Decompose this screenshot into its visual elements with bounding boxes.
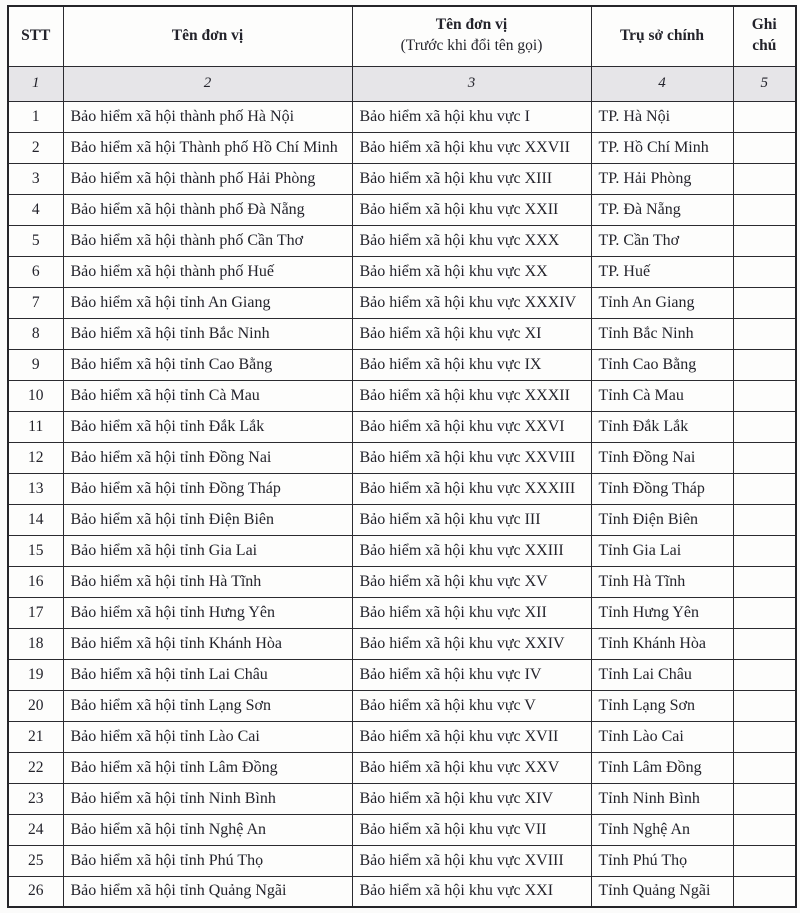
- row-unit-name: Bảo hiểm xã hội tỉnh Lào Cai: [63, 721, 352, 752]
- row-unit-name: Bảo hiểm xã hội tỉnh Đồng Tháp: [63, 473, 352, 504]
- row-note: [733, 752, 796, 783]
- row-unit-name: Bảo hiểm xã hội tỉnh Ninh Bình: [63, 783, 352, 814]
- table-row: [8, 163, 796, 194]
- row-stt: 9: [8, 349, 63, 380]
- table-row: [8, 101, 796, 132]
- table-row: [8, 659, 796, 690]
- row-unit-name: Bảo hiểm xã hội tỉnh Phú Thọ: [63, 845, 352, 876]
- row-stt: 4: [8, 194, 63, 225]
- column-index-2: 2: [63, 66, 352, 101]
- row-old-unit-name: Bảo hiểm xã hội khu vực V: [352, 690, 591, 721]
- row-headquarters: Tỉnh Lào Cai: [591, 721, 733, 752]
- row-old-unit-name: Bảo hiểm xã hội khu vực I: [352, 101, 591, 132]
- row-stt: 2: [8, 132, 63, 163]
- row-stt: 24: [8, 814, 63, 845]
- row-headquarters: Tỉnh Quảng Ngãi: [591, 876, 733, 907]
- row-stt: 12: [8, 442, 63, 473]
- row-old-unit-name: Bảo hiểm xã hội khu vực XI: [352, 318, 591, 349]
- row-stt: 3: [8, 163, 63, 194]
- row-unit-name: Bảo hiểm xã hội Thành phố Hồ Chí Minh: [63, 132, 352, 163]
- row-note: [733, 721, 796, 752]
- row-note: [733, 566, 796, 597]
- row-old-unit-name: Bảo hiểm xã hội khu vực XVII: [352, 721, 591, 752]
- row-headquarters: Tỉnh Đắk Lắk: [591, 411, 733, 442]
- row-unit-name: Bảo hiểm xã hội tỉnh Gia Lai: [63, 535, 352, 566]
- column-header-old-unit-name: [352, 6, 591, 66]
- row-headquarters: Tỉnh Lâm Đồng: [591, 752, 733, 783]
- table-row: [8, 504, 796, 535]
- table-row: [8, 473, 796, 504]
- column-index-4: 4: [591, 66, 733, 101]
- row-old-unit-name: Bảo hiểm xã hội khu vực XXVIII: [352, 442, 591, 473]
- row-unit-name: Bảo hiểm xã hội tỉnh Lâm Đồng: [63, 752, 352, 783]
- row-note: [733, 783, 796, 814]
- row-note: [733, 163, 796, 194]
- row-headquarters: Tỉnh Điện Biên: [591, 504, 733, 535]
- row-headquarters: TP. Hải Phòng: [591, 163, 733, 194]
- table-row: [8, 411, 796, 442]
- row-note: [733, 225, 796, 256]
- row-old-unit-name: Bảo hiểm xã hội khu vực XXI: [352, 876, 591, 907]
- row-headquarters: Tỉnh Cà Mau: [591, 380, 733, 411]
- column-header-old-unit-name-line2: (Trước khi đổi tên gọi): [400, 37, 543, 55]
- row-headquarters: Tỉnh Bắc Ninh: [591, 318, 733, 349]
- row-stt: 11: [8, 411, 63, 442]
- row-stt: 16: [8, 566, 63, 597]
- table-row: [8, 287, 796, 318]
- row-unit-name: Bảo hiểm xã hội tỉnh Hưng Yên: [63, 597, 352, 628]
- row-headquarters: Tỉnh Ninh Bình: [591, 783, 733, 814]
- row-headquarters: Tỉnh Đồng Nai: [591, 442, 733, 473]
- row-stt: 14: [8, 504, 63, 535]
- row-unit-name: Bảo hiểm xã hội tỉnh Lạng Sơn: [63, 690, 352, 721]
- row-note: [733, 349, 796, 380]
- document-page: [7, 5, 795, 908]
- row-old-unit-name: Bảo hiểm xã hội khu vực IX: [352, 349, 591, 380]
- row-stt: 21: [8, 721, 63, 752]
- table-row: [8, 225, 796, 256]
- row-headquarters: Tỉnh Hưng Yên: [591, 597, 733, 628]
- table-row: [8, 194, 796, 225]
- row-unit-name: Bảo hiểm xã hội tỉnh Cà Mau: [63, 380, 352, 411]
- table-header: [8, 6, 796, 101]
- row-unit-name: Bảo hiểm xã hội tỉnh Khánh Hòa: [63, 628, 352, 659]
- row-headquarters: TP. Hà Nội: [591, 101, 733, 132]
- table-body: [8, 101, 796, 907]
- table-row: [8, 783, 796, 814]
- row-unit-name: Bảo hiểm xã hội thành phố Huế: [63, 256, 352, 287]
- row-old-unit-name: Bảo hiểm xã hội khu vực XXV: [352, 752, 591, 783]
- row-headquarters: Tỉnh Cao Bằng: [591, 349, 733, 380]
- row-headquarters: TP. Đà Nẵng: [591, 194, 733, 225]
- row-stt: 1: [8, 101, 63, 132]
- column-index-5: 5: [733, 66, 796, 101]
- row-stt: 5: [8, 225, 63, 256]
- row-headquarters: Tỉnh An Giang: [591, 287, 733, 318]
- row-note: [733, 411, 796, 442]
- table-row: [8, 256, 796, 287]
- table-row: [8, 318, 796, 349]
- row-old-unit-name: Bảo hiểm xã hội khu vực XVIII: [352, 845, 591, 876]
- row-note: [733, 659, 796, 690]
- column-index-row: [8, 66, 796, 101]
- row-old-unit-name: Bảo hiểm xã hội khu vực XXIV: [352, 628, 591, 659]
- row-headquarters: Tỉnh Hà Tĩnh: [591, 566, 733, 597]
- table-row: [8, 349, 796, 380]
- row-note: [733, 814, 796, 845]
- row-unit-name: Bảo hiểm xã hội thành phố Hải Phòng: [63, 163, 352, 194]
- row-stt: 22: [8, 752, 63, 783]
- row-note: [733, 101, 796, 132]
- table-row: [8, 845, 796, 876]
- row-stt: 25: [8, 845, 63, 876]
- row-old-unit-name: Bảo hiểm xã hội khu vực XXII: [352, 194, 591, 225]
- row-stt: 20: [8, 690, 63, 721]
- table-row: [8, 721, 796, 752]
- row-old-unit-name: Bảo hiểm xã hội khu vực IV: [352, 659, 591, 690]
- row-headquarters: Tỉnh Lai Châu: [591, 659, 733, 690]
- row-stt: 23: [8, 783, 63, 814]
- row-unit-name: Bảo hiểm xã hội thành phố Cần Thơ: [63, 225, 352, 256]
- row-unit-name: Bảo hiểm xã hội tỉnh Lai Châu: [63, 659, 352, 690]
- row-headquarters: Tỉnh Khánh Hòa: [591, 628, 733, 659]
- column-header-old-unit-name-line1: Tên đơn vị: [435, 16, 508, 34]
- table-row: [8, 752, 796, 783]
- row-unit-name: Bảo hiểm xã hội tỉnh An Giang: [63, 287, 352, 318]
- row-stt: 7: [8, 287, 63, 318]
- row-unit-name: Bảo hiểm xã hội thành phố Đà Nẵng: [63, 194, 352, 225]
- row-unit-name: Bảo hiểm xã hội tỉnh Đắk Lắk: [63, 411, 352, 442]
- row-note: [733, 845, 796, 876]
- row-old-unit-name: Bảo hiểm xã hội khu vực XXXII: [352, 380, 591, 411]
- header-row: [8, 6, 796, 66]
- column-header-stt: STT: [8, 6, 63, 66]
- row-stt: 19: [8, 659, 63, 690]
- row-unit-name: Bảo hiểm xã hội tỉnh Bắc Ninh: [63, 318, 352, 349]
- row-old-unit-name: Bảo hiểm xã hội khu vực XX: [352, 256, 591, 287]
- table-row: [8, 690, 796, 721]
- row-note: [733, 876, 796, 907]
- row-note: [733, 535, 796, 566]
- units-table: [7, 5, 797, 908]
- row-old-unit-name: Bảo hiểm xã hội khu vực XXVII: [352, 132, 591, 163]
- row-unit-name: Bảo hiểm xã hội tỉnh Điện Biên: [63, 504, 352, 535]
- row-headquarters: Tỉnh Phú Thọ: [591, 845, 733, 876]
- row-headquarters: TP. Hồ Chí Minh: [591, 132, 733, 163]
- row-old-unit-name: Bảo hiểm xã hội khu vực XIV: [352, 783, 591, 814]
- row-old-unit-name: Bảo hiểm xã hội khu vực XV: [352, 566, 591, 597]
- row-unit-name: Bảo hiểm xã hội tỉnh Cao Bằng: [63, 349, 352, 380]
- row-old-unit-name: Bảo hiểm xã hội khu vực XXX: [352, 225, 591, 256]
- table-row: [8, 535, 796, 566]
- row-stt: 15: [8, 535, 63, 566]
- row-headquarters: Tỉnh Gia Lai: [591, 535, 733, 566]
- row-unit-name: Bảo hiểm xã hội tỉnh Nghệ An: [63, 814, 352, 845]
- table-row: [8, 442, 796, 473]
- column-index-3: 3: [352, 66, 591, 101]
- row-headquarters: TP. Huế: [591, 256, 733, 287]
- row-note: [733, 690, 796, 721]
- table-row: [8, 876, 796, 907]
- table-row: [8, 628, 796, 659]
- row-note: [733, 256, 796, 287]
- row-old-unit-name: Bảo hiểm xã hội khu vực XXIII: [352, 535, 591, 566]
- row-old-unit-name: Bảo hiểm xã hội khu vực III: [352, 504, 591, 535]
- row-note: [733, 473, 796, 504]
- column-header-headquarters: Trụ sở chính: [591, 6, 733, 66]
- column-index-1: 1: [8, 66, 63, 101]
- row-old-unit-name: Bảo hiểm xã hội khu vực XXXIII: [352, 473, 591, 504]
- row-stt: 10: [8, 380, 63, 411]
- table-row: [8, 814, 796, 845]
- row-old-unit-name: Bảo hiểm xã hội khu vực XXVI: [352, 411, 591, 442]
- row-note: [733, 287, 796, 318]
- row-old-unit-name: Bảo hiểm xã hội khu vực XII: [352, 597, 591, 628]
- table-row: [8, 597, 796, 628]
- table-row: [8, 132, 796, 163]
- row-note: [733, 442, 796, 473]
- row-note: [733, 318, 796, 349]
- table-row: [8, 380, 796, 411]
- row-stt: 18: [8, 628, 63, 659]
- row-headquarters: TP. Cần Thơ: [591, 225, 733, 256]
- row-note: [733, 380, 796, 411]
- row-stt: 17: [8, 597, 63, 628]
- row-note: [733, 504, 796, 535]
- row-note: [733, 597, 796, 628]
- row-stt: 26: [8, 876, 63, 907]
- row-stt: 6: [8, 256, 63, 287]
- row-unit-name: Bảo hiểm xã hội tỉnh Hà Tĩnh: [63, 566, 352, 597]
- column-header-note: Ghi chú: [733, 6, 796, 66]
- row-unit-name: Bảo hiểm xã hội tỉnh Đồng Nai: [63, 442, 352, 473]
- row-old-unit-name: Bảo hiểm xã hội khu vực VII: [352, 814, 591, 845]
- row-unit-name: Bảo hiểm xã hội tỉnh Quảng Ngãi: [63, 876, 352, 907]
- row-stt: 8: [8, 318, 63, 349]
- table-row: [8, 566, 796, 597]
- row-unit-name: Bảo hiểm xã hội thành phố Hà Nội: [63, 101, 352, 132]
- row-headquarters: Tỉnh Đồng Tháp: [591, 473, 733, 504]
- column-header-unit-name: Tên đơn vị: [63, 6, 352, 66]
- row-old-unit-name: Bảo hiểm xã hội khu vực XIII: [352, 163, 591, 194]
- row-note: [733, 132, 796, 163]
- row-stt: 13: [8, 473, 63, 504]
- row-note: [733, 628, 796, 659]
- row-old-unit-name: Bảo hiểm xã hội khu vực XXXIV: [352, 287, 591, 318]
- row-headquarters: Tỉnh Lạng Sơn: [591, 690, 733, 721]
- row-note: [733, 194, 796, 225]
- row-headquarters: Tỉnh Nghệ An: [591, 814, 733, 845]
